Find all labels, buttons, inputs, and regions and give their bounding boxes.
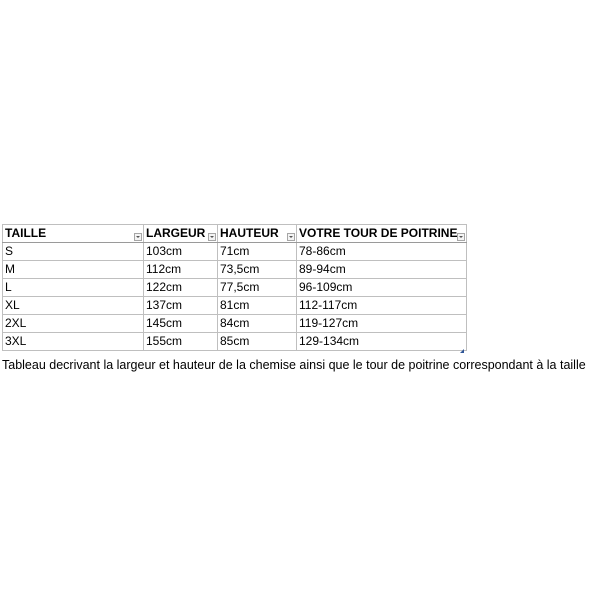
table-cell[interactable]: 112-117cm [297,297,467,315]
table-cell[interactable]: 96-109cm [297,279,467,297]
header-label: TAILLE [5,226,47,240]
table-cell[interactable]: 155cm [144,333,218,351]
spreadsheet-area [2,224,467,351]
table-cell[interactable]: M [3,261,144,279]
table-cell[interactable]: 3XL [3,333,144,351]
table-cell[interactable]: 112cm [144,261,218,279]
table-row [3,261,467,279]
header-row [3,225,467,243]
table-row [3,315,467,333]
table-cell[interactable]: 103cm [144,243,218,261]
table-cell[interactable]: XL [3,297,144,315]
header-cell-taille [3,225,144,243]
table-cell[interactable]: 78-86cm [297,243,467,261]
header-cell-tour-de-poitrine [297,225,467,243]
table-row [3,279,467,297]
table-cell[interactable]: 73,5cm [218,261,297,279]
table-resize-handle-icon[interactable] [460,349,464,353]
table-cell[interactable]: 145cm [144,315,218,333]
table-row [3,333,467,351]
header-label: LARGEUR [146,226,206,240]
header-label: HAUTEUR [220,226,279,240]
table-cell[interactable]: 84cm [218,315,297,333]
header-cell-largeur [144,225,218,243]
table-cell[interactable]: 89-94cm [297,261,467,279]
table-cell[interactable]: 122cm [144,279,218,297]
table-cell[interactable]: L [3,279,144,297]
table-cell[interactable]: 81cm [218,297,297,315]
table-row [3,297,467,315]
table-row [3,243,467,261]
table-cell[interactable]: S [3,243,144,261]
header-label: VOTRE TOUR DE POITRINE [299,226,458,240]
header-cell-hauteur [218,225,297,243]
filter-dropdown-icon[interactable] [457,233,465,241]
table-cell[interactable]: 137cm [144,297,218,315]
table-cell[interactable]: 2XL [3,315,144,333]
filter-dropdown-icon[interactable] [208,233,216,241]
table-caption: Tableau decrivant la largeur et hauteur de la chemise ainsi que le tour de poitrine correspondant à la taille [2,358,586,372]
table-cell[interactable]: 77,5cm [218,279,297,297]
table-cell[interactable]: 129-134cm [297,333,467,351]
table-cell[interactable]: 85cm [218,333,297,351]
table-cell[interactable]: 119-127cm [297,315,467,333]
filter-dropdown-icon[interactable] [287,233,295,241]
table-cell[interactable]: 71cm [218,243,297,261]
filter-dropdown-icon[interactable] [134,233,142,241]
size-table [2,224,467,351]
